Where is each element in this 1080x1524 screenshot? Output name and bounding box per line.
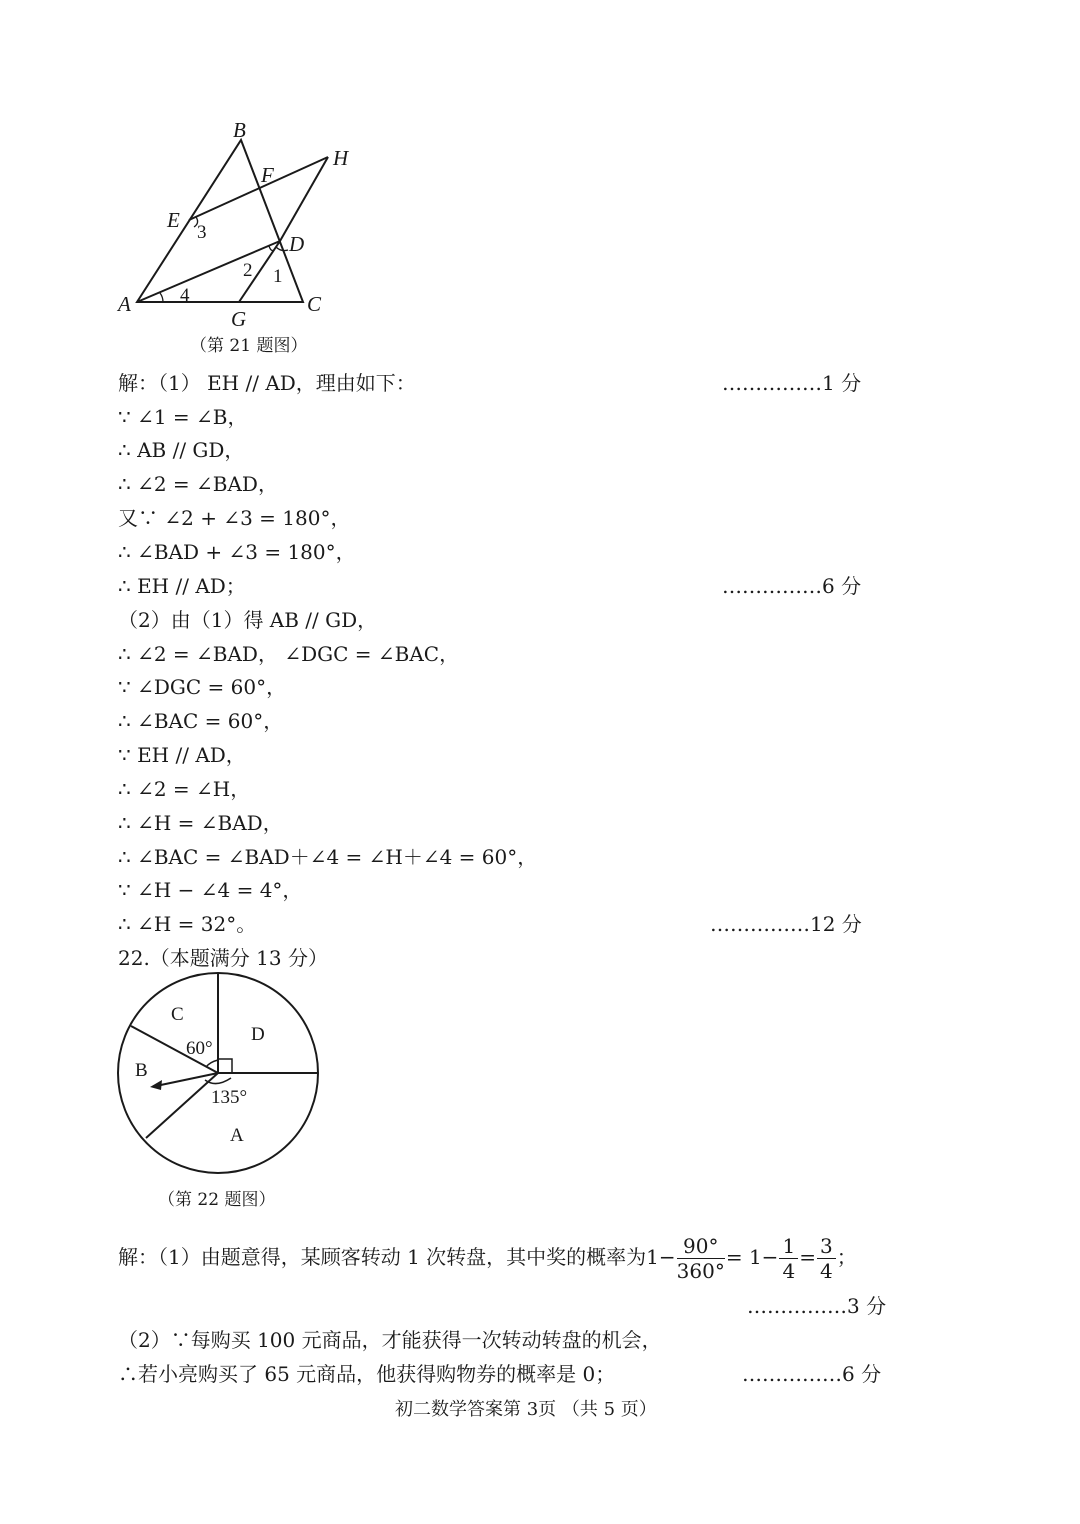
- q21-score-2: ……………6 分: [722, 574, 862, 598]
- spinner-pointer: [156, 1073, 218, 1086]
- q21-line-16: ∵ ∠H − ∠4 = 4°，: [118, 878, 303, 902]
- fraction-3-4-numerator: 3: [817, 1234, 836, 1259]
- q21-line-4: ∴ ∠2 = ∠BAD，: [118, 472, 278, 496]
- q22-solution-3: ∴若小亮购买了 65 元商品，他获得购物券的概率是 0；: [118, 1362, 616, 1386]
- label-d: D: [289, 232, 305, 256]
- label-angle-3: 3: [197, 222, 207, 243]
- sector-label-a: A: [230, 1125, 244, 1146]
- right-angle-mark: [218, 1059, 232, 1073]
- page-footer: 初二数学答案第 3页 （共 5 页）: [395, 1399, 657, 1420]
- segment-hd: [280, 157, 328, 241]
- q21-line-17: ∴ ∠H = 32°。: [118, 912, 257, 936]
- formula-equals-one-minus: = 1−: [725, 1245, 779, 1269]
- fraction-3-4-denominator: 4: [819, 1259, 833, 1283]
- q22-solution-1-text: 解：（1）由题意得，某顾客转动 1 次转盘，其中奖的概率为: [118, 1245, 647, 1269]
- sector-label-d: D: [251, 1024, 265, 1045]
- q21-line-5: 又∵ ∠2 + ∠3 = 180°，: [118, 506, 351, 530]
- q21-line-3: ∴ AB // GD，: [118, 438, 245, 462]
- figure-21-caption: （第 21 题图）: [190, 336, 308, 356]
- q21-line-10: ∵ ∠DGC = 60°，: [118, 675, 287, 699]
- label-angle-4: 4: [180, 285, 190, 306]
- figure-22-spinner: [110, 970, 330, 1180]
- pointer-arrowhead: [150, 1080, 162, 1090]
- sector-label-c: C: [171, 1004, 184, 1025]
- angle-label-135: 135°: [211, 1087, 248, 1108]
- q21-score-3: ……………12 分: [710, 912, 862, 936]
- q21-line-12: ∵ EH // AD，: [118, 743, 246, 767]
- fraction-3-4: [817, 1234, 836, 1283]
- label-e: E: [167, 208, 180, 232]
- angle-arc-4: [160, 293, 163, 302]
- q21-line-13: ∴ ∠2 = ∠H，: [118, 777, 251, 801]
- formula-end: ；: [836, 1245, 857, 1269]
- fraction-1-4-denominator: 4: [782, 1259, 796, 1283]
- label-f: F: [261, 163, 274, 187]
- q22-score-2: ……………6 分: [742, 1362, 882, 1386]
- q21-line-14: ∴ ∠H = ∠BAD，: [118, 811, 283, 835]
- label-angle-2: 2: [243, 260, 253, 281]
- fraction-1-4: [779, 1234, 798, 1283]
- label-angle-1: 1: [273, 266, 283, 287]
- label-g: G: [231, 307, 247, 331]
- angle-arc-60: [206, 1060, 218, 1067]
- q21-score-1: ……………1 分: [722, 371, 862, 395]
- q22-solution-2: （2）∵每购买 100 元商品，才能获得一次转动转盘的机会，: [118, 1328, 662, 1352]
- q22-heading: 22.（本题满分 13 分）: [118, 946, 328, 970]
- figure-22-caption: （第 22 题图）: [158, 1190, 276, 1210]
- label-b: B: [233, 118, 246, 142]
- q22-solution-1: [118, 1228, 857, 1286]
- angle-arc-2: [269, 246, 274, 251]
- label-c: C: [307, 292, 322, 316]
- q22-score-1: ……………3 分: [747, 1294, 887, 1318]
- figure-21-diagram: [100, 110, 380, 335]
- spinner-radius-lower-left: [146, 1073, 218, 1138]
- formula-one-minus: 1−: [646, 1245, 676, 1269]
- q21-line-9: ∴ ∠2 = ∠BAD， ∠DGC = ∠BAC，: [118, 642, 460, 666]
- angle-label-60: 60°: [186, 1038, 213, 1059]
- formula-equals: =: [799, 1245, 816, 1269]
- sector-label-b: B: [135, 1060, 148, 1081]
- q21-line-15: ∴ ∠BAC = ∠BAD＋∠4 = ∠H＋∠4 = 60°，: [118, 845, 538, 869]
- q21-line-11: ∴ ∠BAC = 60°，: [118, 709, 284, 733]
- q21-line-8: （2）由（1）得 AB // GD，: [118, 608, 378, 632]
- label-h: H: [333, 146, 349, 170]
- q21-line-6: ∴ ∠BAD + ∠3 = 180°，: [118, 540, 356, 564]
- q21-line-7: ∴ EH // AD；: [118, 574, 246, 598]
- fraction-90-360: [677, 1234, 725, 1283]
- q21-line-2: ∵ ∠1 = ∠B，: [118, 405, 248, 429]
- fraction-90-360-denominator: 360°: [676, 1259, 725, 1283]
- fraction-90-360-numerator: 90°: [677, 1234, 725, 1259]
- q21-line-1: 解：（1） EH // AD，理由如下：: [118, 371, 416, 395]
- fraction-1-4-numerator: 1: [779, 1234, 798, 1259]
- label-a: A: [118, 292, 131, 316]
